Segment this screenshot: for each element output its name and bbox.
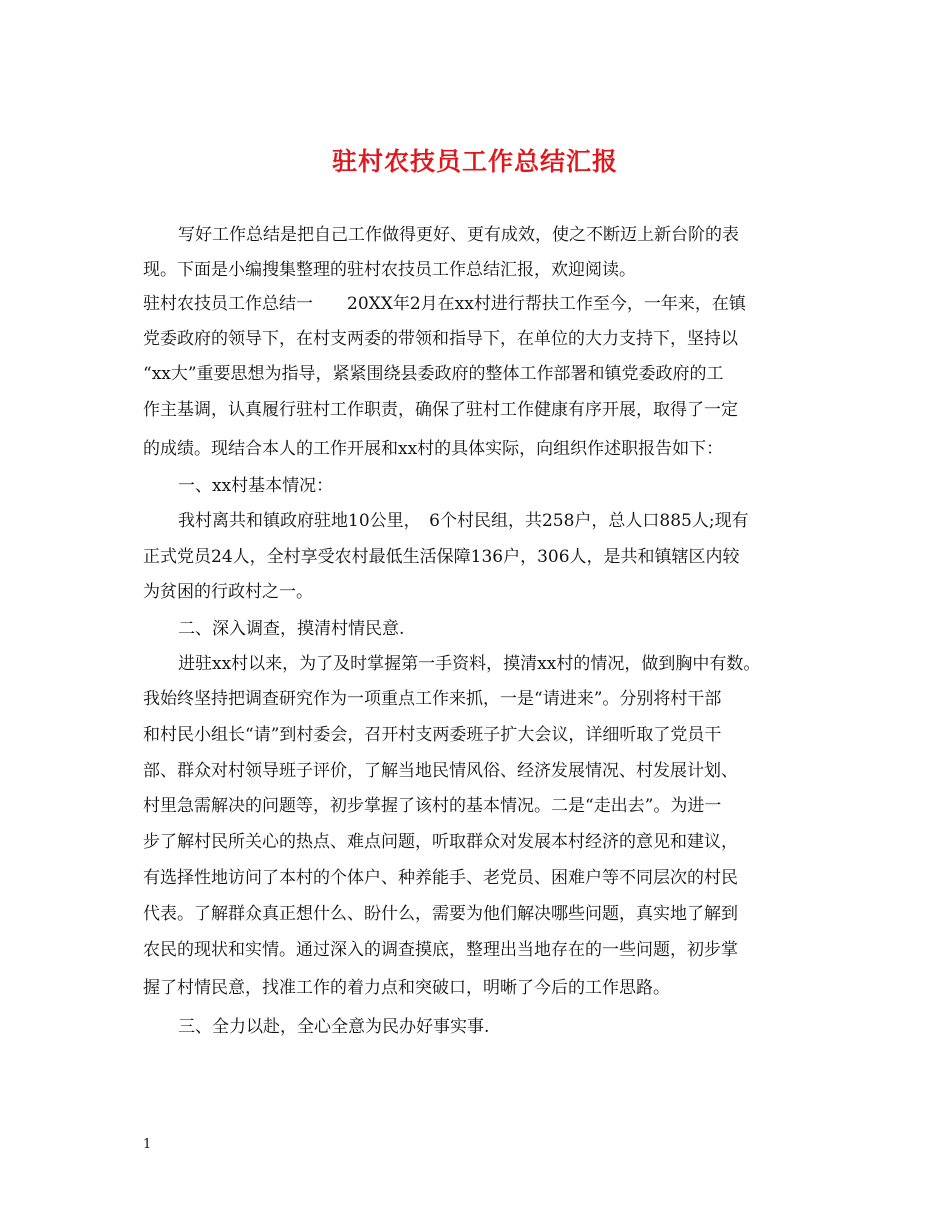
paragraph-line: 现。下面是小编搜集整理的驻村农技员工作总结汇报，欢迎阅读。 [143, 260, 636, 280]
paragraph-line: 写好工作总结是把自己工作做得更好、更有成效，使之不断迈上新台阶的表 [178, 225, 739, 245]
paragraph-line: 和村民小组长“请”到村委会，召开村支两委班子扩大会议，详细听取了党员干 [143, 725, 722, 745]
paragraph-line: “xx大”重要思想为指导，紧紧围绕县委政府的整体工作部署和镇党委政府的工 [143, 364, 724, 384]
paragraph-line: 进驻xx村以来，为了及时掌握第一手资料，摸清xx村的情况，做到胸中有数。 [178, 654, 761, 674]
section-heading: 二、深入调查，摸清村情民意. [178, 619, 405, 639]
paragraph-line: 步了解村民所关心的热点、难点问题，听取群众对发展本村经济的意见和建议， [143, 832, 738, 852]
paragraph-line: 驻村农技员工作总结一 20XX年2月在xx村进行帮扶工作至今，一年来，在镇 [143, 294, 746, 314]
paragraph-line: 党委政府的领导下，在村支两委的带领和指导下，在单位的大力支持下，坚持以 [143, 329, 738, 349]
paragraph-line: 作主基调，认真履行驻村工作职责，确保了驻村工作健康有序开展，取得了一定 [143, 400, 738, 420]
paragraph-line: 的成绩。现结合本人的工作开展和xx村的具体实际，向组织作述职报告如下： [143, 439, 724, 459]
document-title: 驻村农技员工作总结汇报 [331, 147, 618, 176]
paragraph-line: 农民的现状和实情。通过深入的调查摸底，整理出当地存在的一些问题，初步掌 [143, 940, 738, 960]
paragraph-line: 代表。了解群众真正想什么、盼什么，需要为他们解决哪些问题，真实地了解到 [143, 904, 738, 924]
paragraph-line: 我村离共和镇政府驻地10公里， 6个村民组，共258户，总人口885人;现有 [178, 511, 749, 531]
page-number: 1 [143, 1137, 152, 1152]
section-heading: 一、xx村基本情况： [178, 476, 334, 496]
paragraph-line: 我始终坚持把调查研究作为一项重点工作来抓，一是“请进来”。分别将村干部 [143, 689, 722, 709]
paragraph-line: 村里急需解决的问题等，初步掌握了该村的基本情况。二是“走出去”。为进一 [143, 796, 722, 816]
paragraph-line: 有选择性地访问了本村的个体户、种养能手、老党员、困难户等不同层次的村民 [143, 868, 738, 888]
paragraph-line: 为贫困的行政村之一。 [143, 582, 313, 602]
paragraph-line: 部、群众对村领导班子评价，了解当地民情风俗、经济发展情况、村发展计划、 [143, 761, 738, 781]
paragraph-line: 正式党员24人，全村享受农村最低生活保障136户，306人，是共和镇辖区内较 [143, 547, 740, 567]
paragraph-line: 握了村情民意，找准工作的着力点和突破口，明晰了今后的工作思路。 [143, 978, 670, 998]
section-heading: 三、全力以赴，全心全意为民办好事实事. [178, 1017, 490, 1037]
